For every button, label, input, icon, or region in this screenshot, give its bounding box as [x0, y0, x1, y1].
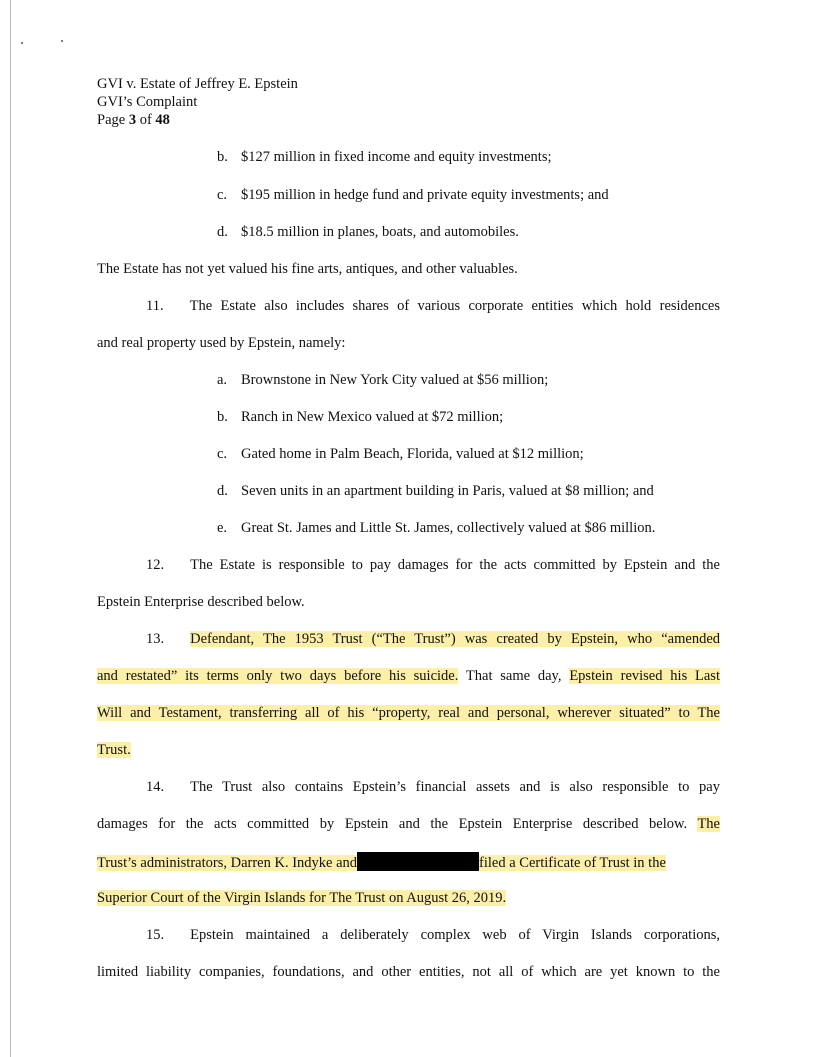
- paragraph-number: 14.: [146, 779, 165, 795]
- highlighted-text: and restated” its terms only two days before his suicide.: [97, 668, 459, 684]
- paragraph-14-line: damages for the acts committed by Epstein and the Epstein Enterprise described below. The: [97, 816, 720, 832]
- highlighted-text: The: [697, 816, 720, 832]
- list-item: d. $18.5 million in planes, boats, and automobiles.: [217, 224, 519, 240]
- list-item: d. Seven units in an apartment building in Paris, valued at $8 million; and: [217, 483, 654, 499]
- case-caption: GVI v. Estate of Jeffrey E. Epstein: [97, 76, 298, 92]
- highlighted-text: Defendant, The 1953 Trust (“The Trust”) was created by Epstein, who “amended: [190, 631, 720, 647]
- paragraph-14-line: [97, 852, 720, 872]
- highlighted-text: filed a Certificate of Trust in the: [479, 855, 666, 871]
- paragraph-12-line: Epstein Enterprise described below.: [97, 594, 305, 610]
- list-item: b. $127 million in fixed income and equity investments;: [217, 149, 552, 165]
- highlighted-text: Will and Testament, transferring all of his “property, real and personal, wherever situated” to The: [97, 705, 720, 721]
- list-item: c. $195 million in hedge fund and private equity investments; and: [217, 187, 609, 203]
- estate-note: The Estate has not yet valued his fine arts, antiques, and other valuables.: [97, 261, 518, 277]
- paragraph-13: [97, 630, 720, 648]
- page-total: 48: [155, 112, 170, 128]
- page-header: [97, 75, 298, 129]
- paragraph-13-line: [97, 741, 720, 759]
- scan-speck: [21, 42, 23, 44]
- scan-edge: [10, 0, 11, 1057]
- highlighted-text: Trust.: [97, 742, 131, 758]
- paragraph-number: 15.: [146, 927, 165, 943]
- paragraph-number: 12.: [146, 557, 165, 573]
- highlighted-text: Epstein revised his Last: [569, 668, 720, 684]
- page-number: 3: [128, 112, 137, 128]
- list-item: b. Ranch in New Mexico valued at $72 million;: [217, 409, 504, 425]
- list-item: e. Great St. James and Little St. James, collectively valued at $86 million.: [217, 520, 656, 536]
- paragraph-11-line: and real property used by Epstein, namely:: [97, 335, 346, 351]
- paragraph-15-line: limited liability companies, foundations, and other entities, not all of which are yet known to the: [97, 964, 720, 980]
- scan-speck: [61, 40, 63, 42]
- paragraph-13-line: [97, 704, 720, 722]
- paragraph-12: 12. The Estate is responsible to pay damages for the acts committed by Epstein and the: [146, 557, 720, 573]
- document-title: GVI’s Complaint: [97, 94, 198, 110]
- highlighted-text: Superior Court of the Virgin Islands for The Trust on August 26, 2019.: [97, 890, 507, 906]
- paragraph-14-line: [97, 889, 720, 907]
- list-item: a. Brownstone in New York City valued at $56 million;: [217, 372, 549, 388]
- list-item: c. Gated home in Palm Beach, Florida, valued at $12 million;: [217, 446, 584, 462]
- paragraph-number: 13.: [146, 631, 165, 647]
- paragraph-15: 15. Epstein maintained a deliberately complex web of Virgin Islands corporations,: [146, 927, 720, 943]
- paragraph-14: 14. The Trust also contains Epstein’s financial assets and is also responsible to pay: [146, 779, 720, 795]
- highlighted-text: Trust’s administrators, Darren K. Indyke and: [97, 855, 358, 871]
- page-indicator: Page 3 of 48: [97, 112, 170, 128]
- paragraph-number: 11.: [146, 298, 164, 314]
- paragraph-11: 11. The Estate also includes shares of various corporate entities which hold residences: [146, 298, 720, 314]
- redaction-block: [357, 852, 479, 871]
- paragraph-13-line: and restated” its terms only two days before his suicide. That same day, Epstein revised his Last: [97, 668, 720, 684]
